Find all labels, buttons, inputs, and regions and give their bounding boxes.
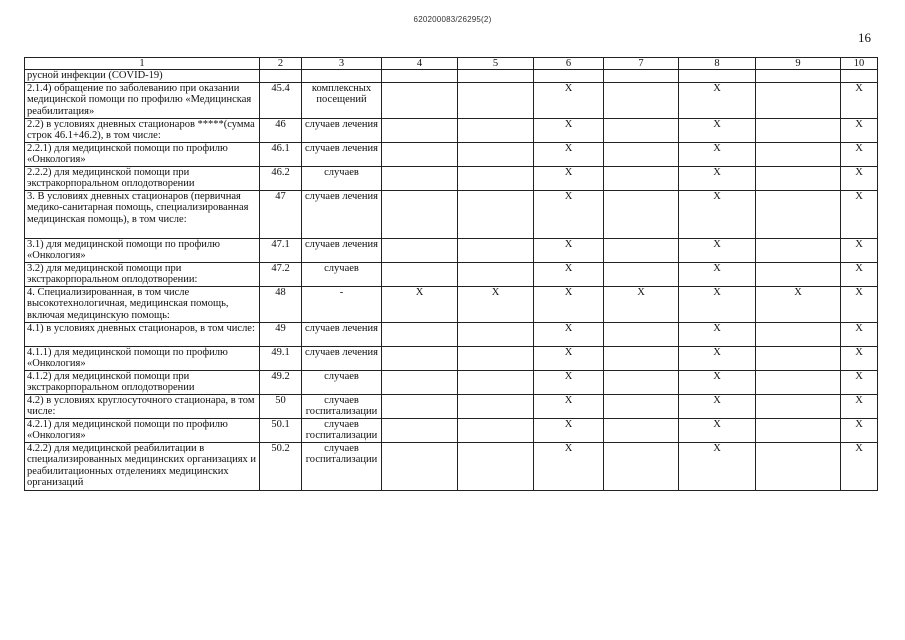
header-row: [25, 58, 878, 70]
row-description: 4.2) в условиях круглосуточного стационара, в том числе:: [25, 394, 260, 418]
row-number: 48: [260, 286, 302, 322]
row-number: 50: [260, 394, 302, 418]
row-description: 4.1) в условиях дневных стационаров, в том числе:: [25, 322, 260, 346]
row-number: 50.2: [260, 442, 302, 490]
col-5-value: [458, 394, 534, 418]
col-4-value: [382, 238, 458, 262]
col-7-value: [604, 346, 679, 370]
col-9-value: [756, 190, 841, 238]
row-description: 3.2) для медицинской помощи при экстракорпоральном оплодотворении:: [25, 262, 260, 286]
col-5-value: [458, 346, 534, 370]
col-6-value: X: [534, 418, 604, 442]
row-number: 45.4: [260, 82, 302, 118]
row-unit: комплексных посещений: [302, 82, 382, 118]
col-8-value: X: [679, 322, 756, 346]
row-number: 47.1: [260, 238, 302, 262]
table-row: [25, 70, 878, 83]
col-7-value: X: [604, 286, 679, 322]
table-row: [25, 166, 878, 190]
col-8-value: X: [679, 142, 756, 166]
col-8-value: X: [679, 190, 756, 238]
col-5-value: [458, 166, 534, 190]
row-description: 2.2.2) для медицинской помощи при экстракорпоральном оплодотворении: [25, 166, 260, 190]
col-8-value: X: [679, 370, 756, 394]
table-body: [25, 58, 878, 491]
table-row: [25, 238, 878, 262]
document-id: 620200083/26295(2): [413, 15, 492, 24]
row-unit: случаев госпитализации: [302, 394, 382, 418]
col-4-value: [382, 118, 458, 142]
page-number: 16: [858, 30, 871, 45]
row-description: русной инфекции (COVID-19): [25, 70, 260, 83]
row-number: 49: [260, 322, 302, 346]
row-number: 50.1: [260, 418, 302, 442]
col-8-value: X: [679, 262, 756, 286]
col-5-value: [458, 238, 534, 262]
row-unit: случаев лечения: [302, 142, 382, 166]
col-5-value: X: [458, 286, 534, 322]
row-unit: случаев лечения: [302, 346, 382, 370]
col-7-value: [604, 322, 679, 346]
row-number: 46.1: [260, 142, 302, 166]
row-description: 2.1.4) обращение по заболеванию при оказании медицинской помощи по профилю «Медицинская реабилитация»: [25, 82, 260, 118]
col-6-value: X: [534, 394, 604, 418]
col-8-value: X: [679, 238, 756, 262]
col-8-value: X: [679, 166, 756, 190]
col-6-value: X: [534, 238, 604, 262]
col-9-value: [756, 442, 841, 490]
col-6-value: X: [534, 118, 604, 142]
table-row: [25, 322, 878, 346]
column-header: 7: [604, 58, 679, 70]
col-9-value: [756, 394, 841, 418]
col-5-value: [458, 142, 534, 166]
col-9-value: [756, 418, 841, 442]
col-9-value: [756, 166, 841, 190]
row-number: 46: [260, 118, 302, 142]
row-description: 3.1) для медицинской помощи по профилю «Онкология»: [25, 238, 260, 262]
col-10-value: X: [841, 166, 878, 190]
col-7-value: [604, 238, 679, 262]
col-6-value: X: [534, 142, 604, 166]
col-5-value: [458, 70, 534, 83]
col-7-value: [604, 442, 679, 490]
col-9-value: [756, 142, 841, 166]
col-7-value: [604, 82, 679, 118]
column-header: 3: [302, 58, 382, 70]
table-row: [25, 442, 878, 490]
row-number: 46.2: [260, 166, 302, 190]
col-10-value: X: [841, 286, 878, 322]
table-row: [25, 394, 878, 418]
col-10-value: X: [841, 322, 878, 346]
col-5-value: [458, 82, 534, 118]
row-unit: случаев госпитализации: [302, 418, 382, 442]
row-description: 4.1.2) для медицинской помощи при экстракорпоральном оплодотворении: [25, 370, 260, 394]
col-5-value: [458, 322, 534, 346]
col-10-value: X: [841, 190, 878, 238]
col-7-value: [604, 394, 679, 418]
col-10-value: X: [841, 442, 878, 490]
column-header: 9: [756, 58, 841, 70]
col-7-value: [604, 418, 679, 442]
table-row: [25, 118, 878, 142]
col-10-value: X: [841, 262, 878, 286]
column-header: 8: [679, 58, 756, 70]
col-4-value: [382, 418, 458, 442]
col-10-value: X: [841, 346, 878, 370]
col-5-value: [458, 370, 534, 394]
col-4-value: [382, 370, 458, 394]
col-8-value: X: [679, 286, 756, 322]
col-10-value: X: [841, 394, 878, 418]
col-4-value: [382, 142, 458, 166]
row-unit: случаев: [302, 166, 382, 190]
col-5-value: [458, 442, 534, 490]
col-4-value: [382, 322, 458, 346]
row-description: 2.2.1) для медицинской помощи по профилю «Онкология»: [25, 142, 260, 166]
col-10-value: X: [841, 238, 878, 262]
column-header: 5: [458, 58, 534, 70]
col-9-value: [756, 70, 841, 83]
col-9-value: [756, 82, 841, 118]
col-8-value: X: [679, 118, 756, 142]
col-10-value: X: [841, 418, 878, 442]
col-6-value: [534, 70, 604, 83]
col-8-value: X: [679, 418, 756, 442]
row-description: 2.2) в условиях дневных стационаров *****(сумма строк 46.1+46.2), в том числе:: [25, 118, 260, 142]
col-6-value: X: [534, 322, 604, 346]
row-unit: случаев лечения: [302, 118, 382, 142]
col-7-value: [604, 118, 679, 142]
row-description: 3. В условиях дневных стационаров (первичная медико-санитарная помощь, специализированная медицинская помощь), в том числе:: [25, 190, 260, 238]
row-unit: -: [302, 286, 382, 322]
row-description: 4. Специализированная, в том числе высокотехнологичная, медицинская помощь, включая медицинскую помощь:: [25, 286, 260, 322]
table-row: [25, 82, 878, 118]
row-description: 4.1.1) для медицинской помощи по профилю «Онкология»: [25, 346, 260, 370]
col-6-value: X: [534, 262, 604, 286]
row-number: [260, 70, 302, 83]
row-description: 4.2.1) для медицинской помощи по профилю «Онкология»: [25, 418, 260, 442]
col-8-value: X: [679, 442, 756, 490]
column-header: 4: [382, 58, 458, 70]
table-row: [25, 418, 878, 442]
col-7-value: [604, 70, 679, 83]
col-7-value: [604, 190, 679, 238]
col-10-value: X: [841, 142, 878, 166]
col-9-value: [756, 118, 841, 142]
col-7-value: [604, 370, 679, 394]
row-description: 4.2.2) для медицинской реабилитации в специализированных медицинских организациях и реабилитационных отделениях медицинских организаций: [25, 442, 260, 490]
row-unit: случаев: [302, 370, 382, 394]
col-7-value: [604, 142, 679, 166]
col-6-value: X: [534, 442, 604, 490]
col-6-value: X: [534, 166, 604, 190]
row-unit: случаев лечения: [302, 190, 382, 238]
col-4-value: X: [382, 286, 458, 322]
col-10-value: [841, 70, 878, 83]
col-10-value: X: [841, 370, 878, 394]
col-4-value: [382, 442, 458, 490]
col-6-value: X: [534, 346, 604, 370]
col-4-value: [382, 70, 458, 83]
col-9-value: [756, 370, 841, 394]
row-number: 47.2: [260, 262, 302, 286]
col-4-value: [382, 190, 458, 238]
table-row: [25, 142, 878, 166]
col-10-value: X: [841, 82, 878, 118]
table-row: [25, 286, 878, 322]
col-9-value: [756, 322, 841, 346]
column-header: 1: [25, 58, 260, 70]
report-table: [24, 57, 878, 491]
col-6-value: X: [534, 286, 604, 322]
col-8-value: X: [679, 346, 756, 370]
table-row: [25, 370, 878, 394]
col-6-value: X: [534, 190, 604, 238]
row-unit: случаев: [302, 262, 382, 286]
column-header: 10: [841, 58, 878, 70]
row-unit: случаев лечения: [302, 238, 382, 262]
col-5-value: [458, 190, 534, 238]
column-header: 6: [534, 58, 604, 70]
col-7-value: [604, 262, 679, 286]
col-9-value: X: [756, 286, 841, 322]
column-header: 2: [260, 58, 302, 70]
col-9-value: [756, 238, 841, 262]
table-row: [25, 262, 878, 286]
col-5-value: [458, 262, 534, 286]
col-8-value: [679, 70, 756, 83]
row-number: 49.1: [260, 346, 302, 370]
col-5-value: [458, 418, 534, 442]
col-8-value: X: [679, 82, 756, 118]
row-number: 47: [260, 190, 302, 238]
row-unit: случаев госпитализации: [302, 442, 382, 490]
table-row: [25, 346, 878, 370]
col-6-value: X: [534, 82, 604, 118]
col-6-value: X: [534, 370, 604, 394]
col-7-value: [604, 166, 679, 190]
col-5-value: [458, 118, 534, 142]
col-4-value: [382, 166, 458, 190]
row-unit: [302, 70, 382, 83]
col-4-value: [382, 262, 458, 286]
col-4-value: [382, 346, 458, 370]
row-unit: случаев лечения: [302, 322, 382, 346]
col-8-value: X: [679, 394, 756, 418]
col-9-value: [756, 346, 841, 370]
col-10-value: X: [841, 118, 878, 142]
col-9-value: [756, 262, 841, 286]
table-row: [25, 190, 878, 238]
col-4-value: [382, 394, 458, 418]
row-number: 49.2: [260, 370, 302, 394]
col-4-value: [382, 82, 458, 118]
